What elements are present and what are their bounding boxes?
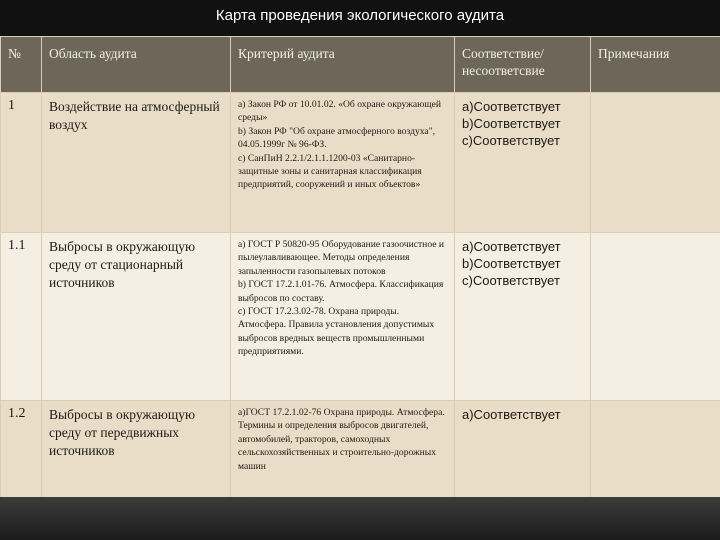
row-audit-area: Выбросы в окружающую среду от стационарный источников — [42, 233, 231, 401]
slide-footer-band — [0, 497, 720, 540]
compliance-item: c)Соответствует — [462, 133, 560, 148]
header-audit-criteria: Критерий аудита — [231, 37, 455, 93]
row-audit-criteria — [231, 401, 455, 501]
row-number: 1.1 — [1, 233, 42, 401]
header-notes: Примечания — [591, 37, 720, 93]
criterion-item: b) ГОСТ 17.2.1.01-76. Атмосфера. Классификация выбросов по составу. — [238, 279, 444, 304]
row-compliance — [455, 401, 591, 501]
header-audit-area: Область аудита — [42, 37, 231, 93]
row-audit-area: Воздействие на атмосферный воздух — [42, 93, 231, 233]
compliance-item: b)Соответствует — [462, 256, 561, 271]
row-audit-criteria — [231, 93, 455, 233]
audit-table — [0, 36, 720, 501]
table-row — [1, 93, 720, 233]
criterion-item: b) Закон РФ "Об охране атмосферного воздуха", 04.05.1999г № 96-ФЗ. — [238, 125, 436, 151]
criterion-item: a) ГОСТ Р 50820-95 Оборудование газоочистное и пылеулавливающее. Методы определения запыленности газопылевых потоков — [238, 239, 445, 277]
compliance-item: a)Соответствует — [462, 239, 561, 254]
criterion-item: a) Закон РФ от 10.01.02. «Об охране окружающей среды» — [238, 99, 442, 124]
header-compliance: Соответствие/ несоответсвие — [455, 37, 591, 93]
header-row — [1, 37, 720, 93]
header-number: № — [1, 37, 42, 93]
criterion-item: c) СанПиН 2.2.1/2.1.1.1200-03 «Санитарно-защитные зоны и санитарная классификация предприятий, сооружений и иных объектов» — [238, 152, 422, 191]
table-row — [1, 233, 720, 401]
row-audit-area: Выбросы в окружающую среду от передвижных источников — [42, 401, 231, 501]
compliance-item: a)Соответствует — [462, 407, 561, 422]
row-compliance — [455, 233, 591, 401]
compliance-item: a)Соответствует — [462, 99, 561, 114]
row-notes — [591, 93, 720, 233]
compliance-item: b)Соответствует — [462, 116, 561, 131]
row-number: 1 — [1, 93, 42, 233]
table-row — [1, 401, 720, 501]
criterion-item: c) ГОСТ 17.2.3.02-78. Охрана природы. Атмосфера. Правила установления допустимых выбросов вредных веществ промышленными предприятиями. — [238, 306, 435, 358]
criterion-item: a)ГОСТ 17.2.1.02-76 Охрана природы. Атмосфера. Термины и определения выбросов двигателей, автомобилей, тракторов, самоходных сельскохозяйственных и строительно-дорожных машин — [238, 407, 445, 472]
row-audit-criteria — [231, 233, 455, 401]
compliance-item: c)Соответствует — [462, 273, 560, 288]
row-notes — [591, 233, 720, 401]
row-number: 1.2 — [1, 401, 42, 501]
row-compliance — [455, 93, 591, 233]
row-notes — [591, 401, 720, 501]
slide-title: Карта проведения экологического аудита — [0, 0, 720, 36]
